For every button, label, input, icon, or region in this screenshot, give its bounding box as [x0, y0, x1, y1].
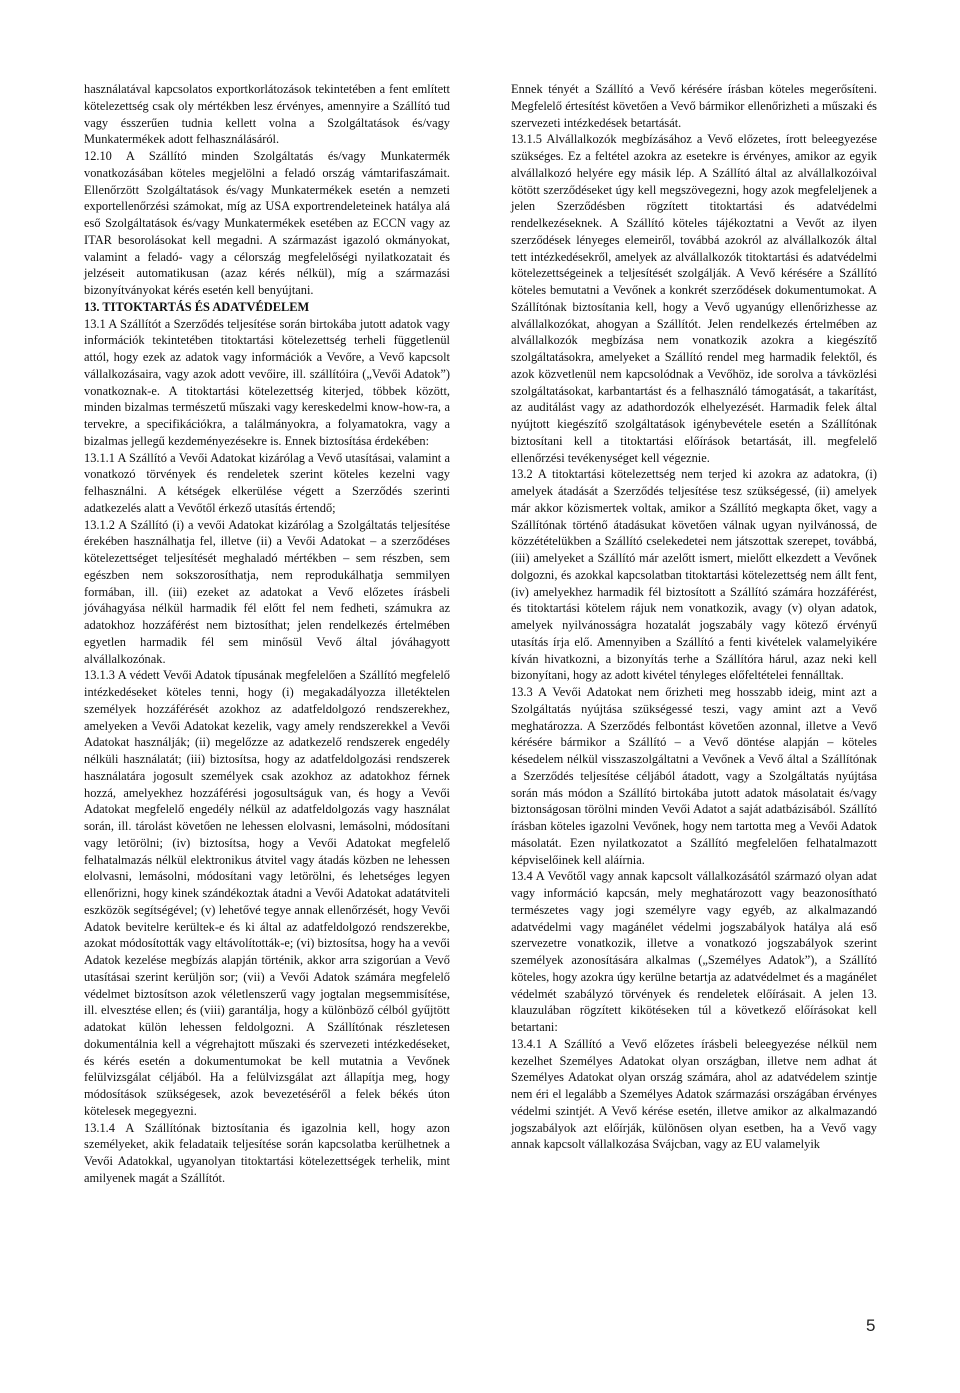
paragraph-export-restrictions: használatával kapcsolatos exportkorlátozások tekintetében a fent említett kötelezettség csak oly mértékben lesz érvényes, amennyire a Szállító tud vagy ésszerűen tudnia kellett volna a Szolgáltatások és/vagy Munkatermékek adott felhasználásáról.	[84, 82, 450, 147]
paragraph-13-1-2: 13.1.2 A Szállító (i) a vevői Adatokat kizárólag a Szolgáltatás teljesítése érekében használhatja fel, illetve (ii) a Vevői Adatokat – a szerződéses kötelezettséget teljesítését meghaladó mértékben – sem részben, sem egészben nem sokszorosíthatja, nem reprodukálhatja semmilyen formában, ill. (iii) ezeket az adatokat a Vevő előzetes írásbeli jóváhagyása nélkül harmadik fél előtt fel nem fedheti, számukra az adatokhoz hozzáférést nem biztosíthat; jelen rendelkezés értelmében egyetlen harmadik fél sem minősül Vevő által jóváhagyott alvállalkozónak.	[84, 517, 450, 666]
paragraph-12-10: 12.10 A Szállító minden Szolgáltatás és/vagy Munkatermék vonatkozásában köteles megjelölni a feladó ország vámtarifaszámait. Ellenőrzött Szolgáltatások és/vagy Munkatermékek esetén a nemzeti exportellenőrzési számokat, míg az USA exportrendeleteinek hatálya alá eső Szolgáltatások és/vagy Munkatermékek esetében az ECCN vagy az ITAR besorolásokat kell megadni. A származást igazoló okmányokat, valamint a feladó- vagy a célország megfelelőségi nyilatkozatait és jelzéseit automatikusan (azaz kérés nélkül), míg a származási bizonyítványokat kérés esetén kell benyújtani.	[84, 149, 450, 297]
paragraph-13-1-5: 13.1.5 Alvállalkozók megbízásához a Vevő előzetes, írott beleegyezése szükséges. Ez a feltétel azokra az esetekre is érvényes, amikor az egyik alvállalkozó helyére egy másik lép. A Szállító által az alvállalkozóival kötött szerződéseket úgy kell megszövegezni, hogy azok megfeleljenek a jelen Szerződésben rögzített titoktartási és adatvédelmi rendelkezéseknek. A Szállító köteles tájékoztatni a Vevőt az ilyen szerződések lényeges elemeiről, továbbá azokról az alvállalkozók által tett intézkedésekről, amelyek az alvállalkozók titoktartási és adatvédelmi kötelezettségeinek a teljesítését szolgálják. A Vevő kérésére a Szállító köteles bemutatni a Vevőnek a konkrét szerződések dokumentumokat. A Szállítónak biztosítania kell, hogy a Vevő ugyanúgy ellenőrizhesse az alvállalkozókat, ahogyan a Szállítót. Jelen rendelkezés értelmében az alvállalkozók megbízása nem vonatkozik azokra a kiegészítő szolgáltatásokra, amelyeket a Szállító rendel meg harmadik felektől, és azok közvetlenül nem kapcsolódnak a Vevőhöz, ide sorolva a távközlési szolgáltatásokat, karbantartást és a felhasználó támogatását, a takarítást, az auditálást vagy az adathordozók elhelyezését. Harmadik felek által nyújtott kiegészítő szolgáltatások igénybevétele esetén a Szállítónak biztosítani kell a titoktartási előírások betartását, ill. megfelelő ellenőrzési tevékenységet kell végeznie.	[511, 132, 877, 465]
paragraph-13-3: 13.3 A Vevői Adatokat nem őrizheti meg hosszabb ideig, mint azt a Szolgáltatás nyújtása szükségessé teszi, vagy amint azt a Vevő meghatározza. A Szerződés felbontást követően azonnal, illetve a Vevő kérésére bármikor a Szállító – a Vevő döntése alapján – köteles késedelem nélkül visszaszolgáltatni a Vevőnek a Vevő által a Szállítónak a Szerződés teljesítése céljából átadott, vagy a Szolgáltatás nyújtása során más módon a Szállító birtokába jutott adatok másolatait és/vagy biztonságosan törölni minden Vevői Adatot a saját adatbázisából. Szállító írásban köteles igazolni Vevőnek, hogy nem tartotta meg a Vevői Adatok másolatát. Ezen nyilatkozatot a Szállító megfelelően felhatalmazott képviselőinek kell aláírnia.	[511, 685, 877, 867]
paragraph-13-1-1: 13.1.1 A Szállító a Vevői Adatokat kizárólag a Vevő utasításai, valamint a vonatkozó törvények és rendeletek szerint köteles kezelni vagy felhasználni. A kétségek elkerülése végett a Szerződés szerinti adatkezelés alatt a Vevőtől érkező utasítás értendő;	[84, 450, 450, 515]
section-heading-13: 13. TITOKTARTÁS ÉS ADATVÉDELEM	[84, 299, 310, 314]
paragraph-13-1-4: 13.1.4 A Szállítónak biztosítania és igazolnia kell, hogy azon személyeket, akik feladataik teljesítése során kapcsolatba kerülhetnek a Vevői Adatokkal, ugyanolyan titoktartási kötelezettségek terhelik, mint amilyenek magát a Szállítót.	[84, 1120, 450, 1185]
left-column	[84, 81, 450, 1187]
paragraph-13-4-1: 13.4.1 A Szállító a Vevő előzetes írásbeli beleegyezése nélkül nem kezelhet Személyes Adatokat olyan országban, illetve nem adhat át Személyes Adatokat olyan ország számára, ahol az adatvédelem szintje nem éri el legalább a Személyes Adatok származási országában érvényes védelmi szintjét. A Vevő kérése esetén, illetve amikor az alkalmazandó jogszabályok azt előírják, különösen olyan esetben, ha a Vevő vagy annak kapcsolt vállalkozása Svájcban, vagy az EU valamelyik	[511, 1036, 877, 1152]
paragraph-confirmation: Ennek tényét a Szállító a Vevő kérésére írásban köteles megerősíteni. Megfelelő értesítést követően a Vevő bármikor ellenőrizheti a műszaki és szervezeti intézkedések betartását.	[511, 82, 877, 130]
paragraph-13-1: 13.1 A Szállítót a Szerződés teljesítése során birtokába jutott adatok vagy információk tekintetében titoktartási kötelezettség terheli függetlenül attól, hogy ezek az adatok vagy információk a Vevőre, a Vevő kapcsolt vállalkozásaira, vagy azok adott vevőire, ill. szállítóira („Vevői Adatok”) vonatkoznak-e. A titoktartási kötelezettség kiterjed, többek között, minden bizalmas természetű műszaki vagy kereskedelmi know-how-ra, a tervekre, a specifikációkra, a találmányokra, a folyamatokra, vagy a bizalmas jellegű kezdeményezésekre is. Ennek biztosítása érdekében:	[84, 316, 450, 448]
paragraph-13-4: 13.4 A Vevőtől vagy annak kapcsolt vállalkozásától származó olyan adat vagy információ kapcsán, mely meghatározott vagy beazonosítható természetes vagy jogi személyre vagy egyéb, az alkalmazandó adatvédelmi vagy magánélet védelmi jogszabályok hatálya alá eső szervezetre vonatkozik, illetve a vonatkozó jogszabályok szerint személyek azonosítására alkalmas („Személyes Adatok”), a Szállító köteles, hogy azokra úgy kerülne betartja az adatvédelmet és a magánélet védelmét szabályzó törvények és rendeletek előírásait. A jelen 13. klauzulában rögzített kikötéseken túl a következő előírásokat kell betartani:	[511, 869, 877, 1034]
page-number: 5	[866, 1316, 876, 1335]
paragraph-13-2: 13.2 A titoktartási kötelezettség nem terjed ki azokra az adatokra, (i) amelyek átadását a Szerződés teljesítése tesz szükségessé, (ii) amelyek már akkor közismertek voltak, amikor a Szállító megkapta őket, vagy a Szállítónak történő átadásukat követően válnak ugyan nyilvánossá, de közzétételükben a Szállító cselekedetei nem játszottak szerepet, továbbá, (iii) amelyeket a Szállító már azelőtt ismert, mielőtt elkezdett a Vevőnek dolgozni, és azokkal kapcsolatban titoktartási kötelezettség nem állt fent, (iv) amelyekhez harmadik fél biztosított a Szállító számára hozzáférést, és titoktartási kötelem rájuk nem vonatkozik, avagy (v) olyan adatok, amelyek nyilvánosságra hozatalát jogszabály vagy kötező érvényű utasítás írja elő. Amennyiben a Szállító a fenti kivételek valamelyikére kíván hivatkozni, a bizonyítás terhe a Szállítóra hárul, azaz neki kell bizonyítani, hogy az adott kivétel tényleges előfeltételei fennálltak.	[511, 467, 877, 683]
right-column	[511, 81, 877, 1153]
paragraph-13-1-3: 13.1.3 A védett Vevői Adatok típusának megfelelően a Szállító megfelelő intézkedéseket köteles tenni, hogy (i) megakadályozza illetéktelen személyek hozzáférését azokhoz az adatfeldolgozó rendszerekhez, amelyeken a Vevői Adatokat kezelik, vagy amely rendszerekkel a Vevői Adatokat használják; (ii) megelőzze az adatkezelő rendszerek engedély nélküli használatát; (iii) biztosítsa, hogy az adatfeldolgozási rendszerek használatára jogosult személyek csak azokhoz az adatokhoz férnek hozzá, amelyekhez hozzáférési jogosultságuk van, és hogy a Vevői Adatokat megfelelő engedély nélkül az adatfeldolgozás vagy használat során, ill. tárolást követően ne lehessen elolvasni, lemásolni, módosítani vagy letörölni; (iv) biztosítsa, hogy a Vevői Adatokat megfelelő felhatalmazás nélkül elektronikus átvitel vagy átadás közben ne lehessen elolvasni, lemásolni, módosítani vagy letörölni, és lehetséges legyen ellenőrizni, hogy kinek szándékoztak átadni a Vevői Adatokat adatátviteli eszközök segítségével; (v) lehetővé tegye annak ellenőrzését, hogy Vevői Adatok bevitelre kerültek-e és ki által az adatfeldolgozó rendszerekbe, azokat módosították vagy eltávolították-e; (vi) biztosítsa, hogy ha a vevői Adatok kezelése megbízás alapján történik, akkor arra szigorúan a Vevő utasításai szerint kerüljön sor; (vii) a Vevői Adatok számára megfelelő védelmet biztosítson azok véletlenszerű vagy jogtalan megsemmisítése, ill. elvesztése ellen; és (viii) garantálja, hogy a különböző célból gyűjtött adatokat külön lehessen feldolgozni. A Szállítónak részletesen dokumentálnia kell a végrehajtott műszaki és szervezeti intézkedéseket, és kérés esetén a dokumentumokat be kell mutatnia a Vevőnek felülvizsgálat céljából. Ha a felülvizsgálat azt állapítja meg, hogy módosítások szükségesek, azok bevezetéséről a felek békés úton kötelesek megegyezni.	[84, 668, 450, 1118]
